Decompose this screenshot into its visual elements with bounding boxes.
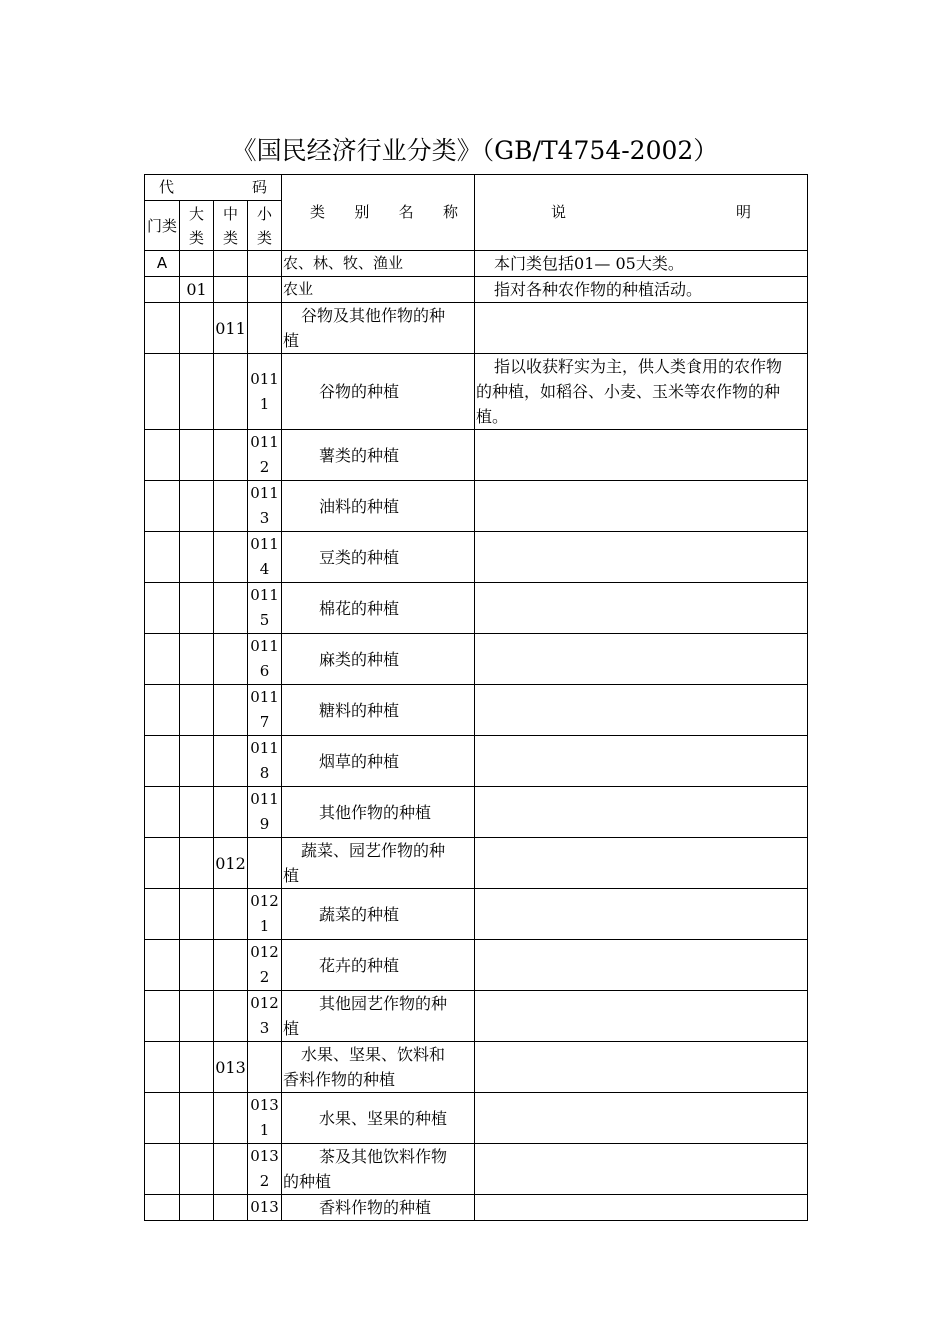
table-row xyxy=(145,736,808,787)
group-code: 012 xyxy=(214,838,248,889)
group-code xyxy=(214,354,248,430)
category-description: 指对各种农作物的种植活动。 xyxy=(475,277,808,303)
category-name: 其他作物的种植 xyxy=(282,787,475,838)
division-code xyxy=(180,1042,214,1093)
category-description xyxy=(475,481,808,532)
section-code xyxy=(145,354,180,430)
section-code: A xyxy=(145,251,180,277)
group-code xyxy=(214,1195,248,1221)
section-code xyxy=(145,532,180,583)
class-code: 0117 xyxy=(248,685,282,736)
category-name: 棉花的种植 xyxy=(282,583,475,634)
category-description xyxy=(475,1144,808,1195)
category-description xyxy=(475,787,808,838)
division-code xyxy=(180,736,214,787)
table-row xyxy=(145,532,808,583)
category-description xyxy=(475,838,808,889)
class-code: 0119 xyxy=(248,787,282,838)
category-description xyxy=(475,940,808,991)
division-code xyxy=(180,583,214,634)
division-code xyxy=(180,685,214,736)
category-name: 油料的种植 xyxy=(282,481,475,532)
division-code xyxy=(180,1093,214,1144)
category-description xyxy=(475,685,808,736)
table-row xyxy=(145,991,808,1042)
section-code xyxy=(145,1093,180,1144)
class-code xyxy=(248,1042,282,1093)
header-category-name: 类 别 名 称 xyxy=(282,175,475,251)
group-code xyxy=(214,583,248,634)
category-name: 农业 xyxy=(282,277,475,303)
section-code xyxy=(145,1144,180,1195)
category-description xyxy=(475,991,808,1042)
industry-classification-table xyxy=(144,174,808,1221)
class-code: 013 xyxy=(248,1195,282,1221)
group-code xyxy=(214,481,248,532)
division-code xyxy=(180,251,214,277)
table-row xyxy=(145,940,808,991)
header-group: 中类 xyxy=(214,201,248,251)
category-name: 水果、坚果的种植 xyxy=(282,1093,475,1144)
section-code xyxy=(145,277,180,303)
category-name: 其他园艺作物的种植 xyxy=(282,991,475,1042)
group-code: 011 xyxy=(214,303,248,354)
table-row xyxy=(145,251,808,277)
category-description xyxy=(475,1042,808,1093)
category-description xyxy=(475,634,808,685)
header-division: 大类 xyxy=(180,201,214,251)
table-row xyxy=(145,354,808,430)
category-description xyxy=(475,303,808,354)
group-code xyxy=(214,736,248,787)
section-code xyxy=(145,787,180,838)
category-name: 茶及其他饮料作物的种植 xyxy=(282,1144,475,1195)
division-code xyxy=(180,303,214,354)
class-code: 0131 xyxy=(248,1093,282,1144)
table-row xyxy=(145,583,808,634)
section-code xyxy=(145,583,180,634)
category-name: 花卉的种植 xyxy=(282,940,475,991)
division-code xyxy=(180,532,214,583)
category-name: 谷物的种植 xyxy=(282,354,475,430)
group-code xyxy=(214,1093,248,1144)
division-code xyxy=(180,838,214,889)
group-code xyxy=(214,940,248,991)
class-code: 0121 xyxy=(248,889,282,940)
division-code xyxy=(180,1195,214,1221)
group-code xyxy=(214,634,248,685)
table-row xyxy=(145,1042,808,1093)
category-name: 豆类的种植 xyxy=(282,532,475,583)
table-row xyxy=(145,1093,808,1144)
class-code: 0115 xyxy=(248,583,282,634)
header-description: 说 明 xyxy=(475,175,808,251)
category-description xyxy=(475,1093,808,1144)
class-code: 0114 xyxy=(248,532,282,583)
section-code xyxy=(145,634,180,685)
table-row xyxy=(145,838,808,889)
class-code: 0112 xyxy=(248,430,282,481)
class-code xyxy=(248,303,282,354)
class-code xyxy=(248,251,282,277)
section-code xyxy=(145,889,180,940)
category-description xyxy=(475,889,808,940)
class-code xyxy=(248,277,282,303)
table-row xyxy=(145,303,808,354)
category-name: 糖料的种植 xyxy=(282,685,475,736)
table-row xyxy=(145,430,808,481)
class-code: 0118 xyxy=(248,736,282,787)
class-code: 0132 xyxy=(248,1144,282,1195)
category-name: 薯类的种植 xyxy=(282,430,475,481)
section-code xyxy=(145,1195,180,1221)
category-description xyxy=(475,430,808,481)
category-name: 麻类的种植 xyxy=(282,634,475,685)
division-code xyxy=(180,354,214,430)
table-row xyxy=(145,889,808,940)
table-row xyxy=(145,277,808,303)
section-code xyxy=(145,303,180,354)
division-code xyxy=(180,940,214,991)
group-code: 013 xyxy=(214,1042,248,1093)
division-code xyxy=(180,889,214,940)
class-code: 0116 xyxy=(248,634,282,685)
table-row xyxy=(145,1144,808,1195)
group-code xyxy=(214,787,248,838)
class-code: 0122 xyxy=(248,940,282,991)
division-code xyxy=(180,787,214,838)
category-name: 水果、坚果、饮料和香料作物的种植 xyxy=(282,1042,475,1093)
division-code xyxy=(180,1144,214,1195)
class-code: 0123 xyxy=(248,991,282,1042)
group-code xyxy=(214,532,248,583)
class-code: 0113 xyxy=(248,481,282,532)
page-title: 《国民经济行业分类》（GB/T4754-2002） xyxy=(231,136,719,165)
section-code xyxy=(145,838,180,889)
category-description xyxy=(475,1195,808,1221)
header-section: 门类 xyxy=(145,201,180,251)
division-code: 01 xyxy=(180,277,214,303)
table-row xyxy=(145,685,808,736)
section-code xyxy=(145,481,180,532)
table-row xyxy=(145,1195,808,1221)
header-code: 代 码 xyxy=(145,175,282,201)
division-code xyxy=(180,481,214,532)
class-code xyxy=(248,838,282,889)
category-name: 谷物及其他作物的种植 xyxy=(282,303,475,354)
section-code xyxy=(145,430,180,481)
table-row xyxy=(145,787,808,838)
division-code xyxy=(180,430,214,481)
group-code xyxy=(214,430,248,481)
section-code xyxy=(145,736,180,787)
category-description xyxy=(475,583,808,634)
category-description: 指以收获籽实为主，供人类食用的农作物的种植，如稻谷、小麦、玉米等农作物的种植。 xyxy=(475,354,808,430)
division-code xyxy=(180,991,214,1042)
group-code xyxy=(214,991,248,1042)
table-row xyxy=(145,481,808,532)
category-name: 蔬菜、园艺作物的种植 xyxy=(282,838,475,889)
division-code xyxy=(180,634,214,685)
category-name: 农、林、牧、渔业 xyxy=(282,251,475,277)
group-code xyxy=(214,1144,248,1195)
section-code xyxy=(145,991,180,1042)
group-code xyxy=(214,251,248,277)
category-name: 蔬菜的种植 xyxy=(282,889,475,940)
section-code xyxy=(145,1042,180,1093)
header-class: 小类 xyxy=(248,201,282,251)
category-description xyxy=(475,736,808,787)
category-description: 本门类包括01— 05大类。 xyxy=(475,251,808,277)
table-row xyxy=(145,634,808,685)
class-code: 0111 xyxy=(248,354,282,430)
group-code xyxy=(214,685,248,736)
category-name: 烟草的种植 xyxy=(282,736,475,787)
group-code xyxy=(214,889,248,940)
group-code xyxy=(214,277,248,303)
category-description xyxy=(475,532,808,583)
category-name: 香料作物的种植 xyxy=(282,1195,475,1221)
section-code xyxy=(145,940,180,991)
section-code xyxy=(145,685,180,736)
